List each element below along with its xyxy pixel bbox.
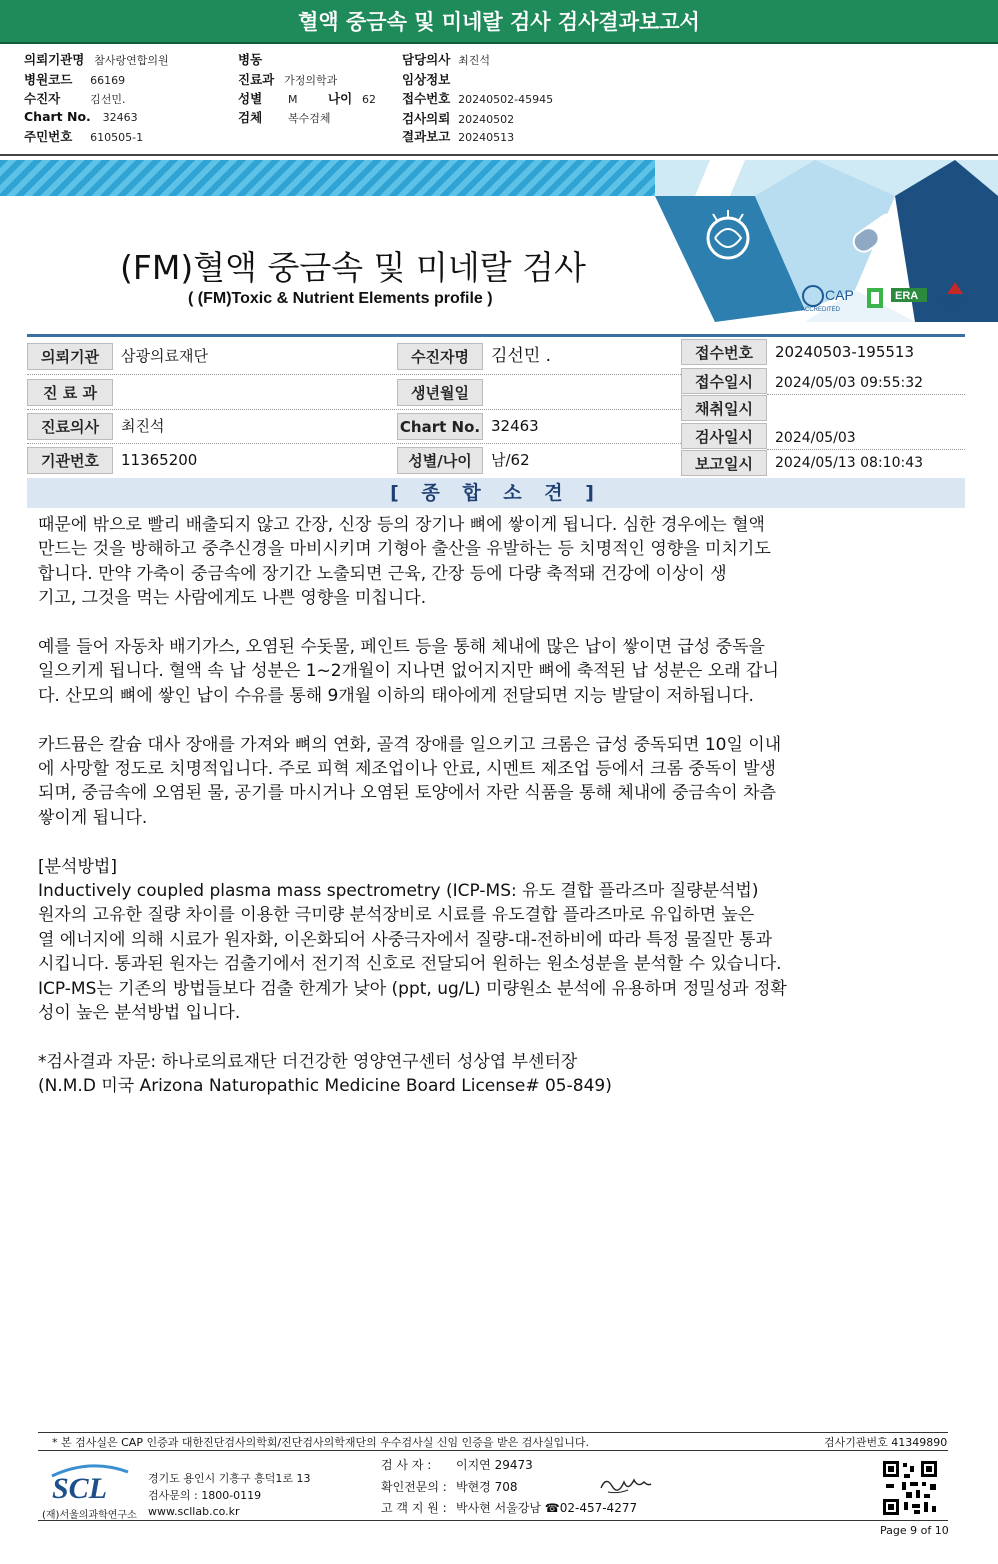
era-logo	[891, 288, 927, 302]
patient-label-chart-no: Chart No.	[397, 413, 483, 440]
header-label: 성별	[238, 91, 263, 106]
header-row-clinical-info	[402, 70, 450, 88]
text-line: 원자의 고유한 질량 차이를 이용한 극미량 분석장비로 시료를 유도결합 플라즈마로 유입하면 높은	[38, 905, 755, 926]
text-line: Inductively coupled plasma mass spectrometry (ICP-MS: 유도 결합 플라즈마 질량분석법)	[38, 881, 759, 902]
summary-body	[38, 513, 888, 1099]
text-line: *검사결과 자문: 하나로의료재단 더건강한 영양연구센터 성상엽 부센터장	[38, 1051, 578, 1072]
text-line: 에 사망할 정도로 치명적입니다. 주로 피혁 제조업이나 안료, 시멘트 제조업 등에서 크롬 중독이 발생	[38, 759, 776, 780]
summary-heading: [ 종 합 소 견 ]	[27, 478, 965, 508]
text-line: 예를 들어 자동차 배기가스, 오염된 수돗물, 페인트 등을 통해 체내에 많은 납이 쌓이면 급성 중독을	[38, 637, 765, 658]
test-subtitle: ( (FM)Toxic & Nutrient Elements profile )	[188, 290, 493, 307]
text-line: 합니다. 만약 가축이 중금속에 장기간 노출되면 근육, 간장 등에 다량 축적돼 건강에 이상이 생	[38, 563, 727, 584]
header-value: 20240502-45945	[458, 93, 554, 106]
patient-label-sex-age: 성별/나이	[397, 447, 483, 474]
row-divider	[767, 394, 965, 395]
header-value: 610505-1	[90, 131, 144, 144]
header-value: 복수검체	[287, 112, 331, 125]
header-row-sex	[238, 89, 297, 107]
page-number: Page 9 of 10	[880, 1524, 949, 1537]
header-row-age	[328, 89, 376, 107]
patient-value-receipt-no: 20240503-195513	[775, 343, 915, 361]
patient-value-name: 김선민 .	[491, 346, 552, 366]
patient-value-birthdate	[483, 379, 679, 406]
header-row-chart-no	[24, 109, 138, 124]
patient-label-report-time: 보고일시	[681, 450, 767, 476]
text-line: ICP-MS는 기존의 방법들보다 검출 한계가 낮아 (ppt, ug/L) 미량원소 분석에 유용하며 정밀성과 정확	[38, 978, 787, 999]
patient-value-institution: 삼광의료재단	[121, 347, 208, 365]
patient-value-collection-time	[767, 395, 965, 421]
text-line: [분석방법]	[38, 856, 117, 877]
footer-divider	[38, 1450, 948, 1451]
header-value: 가정의학과	[284, 74, 338, 87]
patient-info-table	[27, 334, 965, 474]
header-label: 임상정보	[402, 72, 451, 87]
report-banner-title: 혈액 중금속 및 미네랄 검사 검사결과보고서	[0, 0, 998, 44]
header-label: Chart No.	[24, 109, 91, 124]
text-line: (N.M.D 미국 Arizona Naturopathic Medicine Board License# 05-849)	[38, 1076, 612, 1097]
staff-specialist	[381, 1478, 518, 1495]
svg-text:ACCREDITED: ACCREDITED	[801, 307, 841, 313]
patient-value-department	[113, 379, 395, 406]
header-row-request-date	[402, 109, 514, 127]
lab-logo	[867, 288, 883, 308]
text-line: 시킵니다. 통과된 원자는 검출기에서 전기적 신호로 전달되어 원하는 원소성분을 분석할 수 있습니다.	[38, 954, 782, 975]
text-line: 만드는 것을 방해하고 중추신경을 마비시키며 기형아 출산을 유발하는 등 치명적인 영향을 미치기도	[38, 539, 771, 560]
text-line: 쌓이게 됩니다.	[38, 807, 148, 828]
footer-divider	[38, 1520, 948, 1521]
svg-text:AMAB: AMAB	[941, 298, 965, 307]
header-row-doctor	[402, 50, 490, 68]
patient-value-institution-no: 11365200	[121, 451, 198, 469]
scl-logo	[50, 1462, 130, 1502]
header-label: 주민번호	[24, 129, 73, 144]
header-row-report-date	[402, 127, 514, 145]
patient-label-test-time: 검사일시	[681, 423, 767, 449]
row-divider	[27, 443, 681, 444]
patient-value-receipt-time: 2024/05/03 09:55:32	[775, 375, 924, 391]
patient-label-receipt-no: 접수번호	[681, 339, 767, 365]
header-label: 나이	[328, 91, 353, 106]
test-title: (FM)혈액 중금속 및 미네랄 검사	[120, 248, 586, 287]
header-value: 김선민.	[90, 93, 126, 106]
patient-label-institution-no: 기관번호	[27, 447, 113, 474]
header-value: 66169	[90, 74, 126, 87]
patient-value-test-time: 2024/05/03	[775, 430, 856, 446]
text-line: 성이 높은 분석방법 입니다.	[38, 1003, 241, 1024]
header-label: 결과보고	[402, 129, 451, 144]
header-value: M	[287, 93, 298, 106]
header-row-institution	[24, 50, 169, 68]
svg-text:CAP: CAP	[825, 287, 854, 303]
text-line: 되며, 중금속에 오염된 물, 공기를 마시거나 오염된 토양에서 자란 식품을 통해 체내에 중금속이 차츰	[38, 783, 776, 804]
report-header	[0, 48, 998, 156]
text-line: 때문에 밖으로 빨리 배출되지 않고 간장, 신장 등의 장기나 뼈에 쌓이게 됩니다. 심한 경우에는 혈액	[38, 515, 765, 535]
patient-label-name: 수진자명	[397, 343, 483, 370]
staff-support	[381, 1499, 637, 1516]
patient-label-doctor: 진료의사	[27, 413, 113, 440]
svg-text:ERA: ERA	[895, 290, 919, 302]
header-value: 최진석	[458, 54, 491, 67]
text-line: 기고, 그것을 먹는 사람에게도 나쁜 영향을 미칩니다.	[38, 588, 427, 609]
decorative-graphic-panel	[655, 160, 998, 322]
row-divider	[767, 449, 965, 450]
staff-role: 검 사 자 :	[381, 1458, 432, 1472]
staff-value: 이지연 29473	[456, 1458, 533, 1472]
text-line: 다. 산모의 뼈에 쌓인 납이 수유를 통해 9개월 이하의 태아에게 전달되면 지능 발달이 저하됩니다.	[38, 685, 754, 706]
patient-value-doctor: 최진석	[121, 417, 165, 435]
header-label: 담당의사	[402, 52, 451, 67]
header-row-hospital-code	[24, 70, 125, 88]
header-row-resident-no	[24, 127, 143, 145]
header-label: 검체	[238, 110, 263, 125]
header-row-ward	[238, 50, 262, 68]
header-row-receipt-no	[402, 89, 553, 107]
patient-value-report-time: 2024/05/13 08:10:43	[775, 455, 924, 471]
patient-value-chart-no: 32463	[491, 417, 539, 435]
staff-tester	[381, 1456, 533, 1473]
patient-label-birthdate: 생년월일	[397, 379, 483, 406]
footer-lab-code: 검사기관번호 41349890	[824, 1436, 948, 1449]
qr-code-icon	[882, 1460, 938, 1516]
header-value: 32463	[102, 111, 138, 124]
text-line: 열 에너지에 의해 시료가 원자화, 이온화되어 사중극자에서 질량-대-전하비에 따라 특정 물질만 통과	[38, 929, 772, 950]
header-row-specimen	[238, 108, 331, 126]
text-line: 카드뮴은 칼슘 대사 장애를 가져와 뼈의 연화, 골격 장애를 일으키고 크롬은 급성 중독되면 10일 이내	[38, 734, 782, 755]
patient-label-department: 진 료 과	[27, 379, 113, 406]
staff-role: 확인전문의 :	[381, 1480, 447, 1494]
signature-image	[598, 1472, 653, 1496]
patient-label-collection-time: 채취일시	[681, 395, 767, 421]
header-label: 수진자	[24, 91, 61, 106]
header-label: 검사의뢰	[402, 111, 451, 126]
org-name: (재)서울의과학연구소	[42, 1510, 137, 1521]
org-phone: 검사문의 : 1800-0119	[148, 1489, 262, 1502]
header-value: 20240513	[458, 131, 515, 144]
patient-label-receipt-time: 접수일시	[681, 368, 767, 394]
header-label: 접수번호	[402, 91, 451, 106]
svg-text:SCL: SCL	[52, 1472, 108, 1502]
staff-value: 박사현 서울강남 ☎02-457-4277	[456, 1501, 638, 1515]
org-website[interactable]: www.scllab.co.kr	[148, 1505, 240, 1518]
header-label: 의뢰기관명	[24, 52, 85, 67]
patient-label-institution: 의뢰기관	[27, 343, 113, 370]
header-value: 62	[361, 93, 376, 106]
header-row-patient	[24, 89, 125, 107]
header-label: 진료과	[238, 72, 275, 87]
header-row-department	[238, 70, 337, 88]
patient-value-sex-age: 남/62	[491, 451, 530, 469]
row-divider	[27, 374, 681, 375]
org-address: 경기도 용인시 기흥구 흥덕1로 13	[148, 1472, 311, 1485]
header-value: 20240502	[458, 113, 515, 126]
header-label: 병동	[238, 52, 263, 67]
text-line: 일으키게 됩니다. 혈액 속 납 성분은 1~2개월이 지나면 없어지지만 뼈에 축적된 납 성분은 오래 갑니	[38, 661, 779, 682]
staff-role: 고 객 지 원 :	[381, 1501, 447, 1515]
row-divider	[27, 409, 681, 410]
header-value: 참사랑연합의원	[94, 54, 169, 67]
footer-accreditation-note: * 본 검사실은 CAP 인증과 대한진단검사의학회/진단검사의학재단의 우수검사실 신임 인증을 받은 검사실입니다.	[52, 1436, 590, 1449]
staff-value: 박현경 708	[456, 1480, 518, 1494]
header-label: 병원코드	[24, 72, 73, 87]
footer-divider	[38, 1432, 948, 1433]
